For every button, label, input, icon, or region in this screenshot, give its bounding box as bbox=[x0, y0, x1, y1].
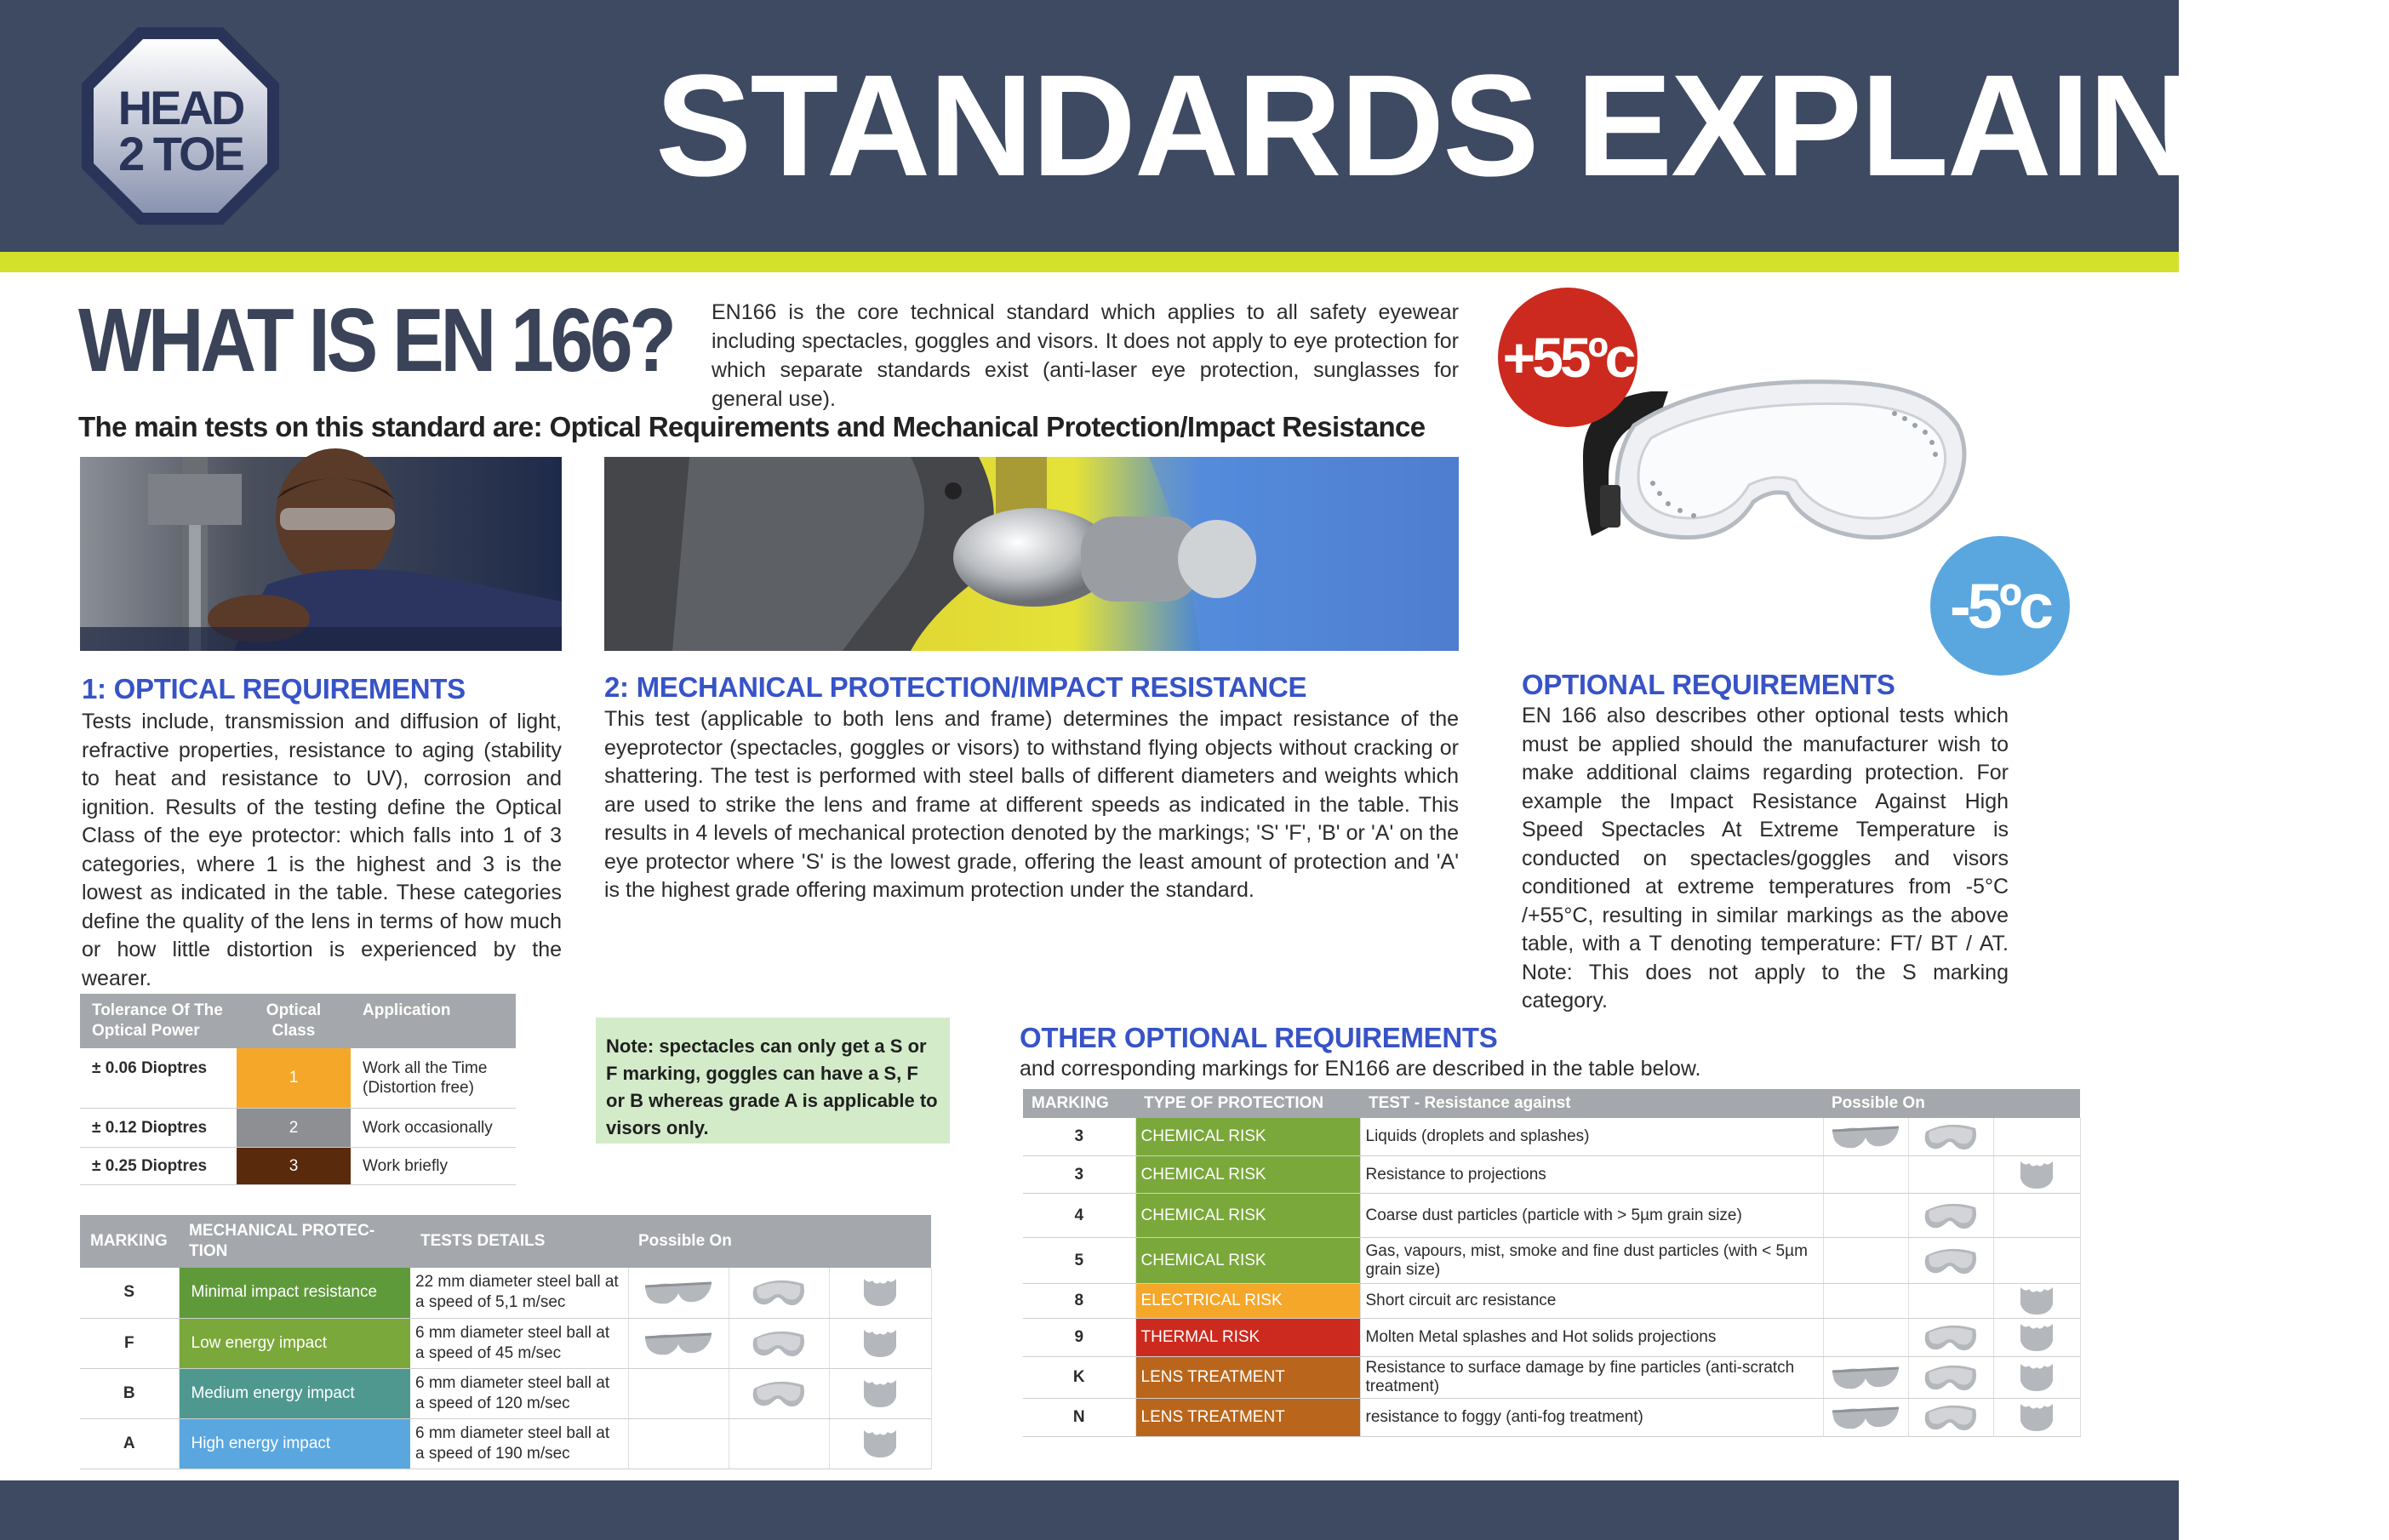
column-header: Application bbox=[351, 994, 516, 1048]
table-row bbox=[1023, 1194, 2080, 1238]
column-header: TEST - Resistance against bbox=[1360, 1089, 1823, 1118]
protection-type-cell: CHEMICAL RISK bbox=[1135, 1118, 1360, 1156]
test-cell: Molten Metal splashes and Hot solids projections bbox=[1360, 1319, 1823, 1357]
column-header: Optical Class bbox=[237, 994, 351, 1048]
protection-type-cell: LENS TREATMENT bbox=[1135, 1399, 1360, 1437]
possible-on-cell bbox=[1993, 1399, 2080, 1437]
table-row bbox=[80, 1048, 516, 1108]
marking-cell: N bbox=[1023, 1399, 1135, 1437]
page-title: STANDARDS EXPLAINED bbox=[655, 45, 2389, 207]
possible-on-cell bbox=[729, 1368, 829, 1418]
possible-on-cell bbox=[1908, 1156, 1993, 1194]
mechanical-protection-text: This test (applicable to both lens and frame) determines the impact resistance of the eyeprotector (spectacles, goggles or visors) to withstand flying objects without cracking or shattering. The test is performed with steel balls of different diameters and weights which are used to strike the lens and frame at different speeds as indicated in the table. This results in 4 levels of mechanical protection denoted by the markings; 'S' 'F', 'B' or 'A' on the eye protector where 'S' is the lowest grade, offering the least amount of protection and 'A' is the highest grade offering maximum protection under the standard. bbox=[604, 707, 1459, 902]
possible-on-cell bbox=[628, 1368, 729, 1418]
en166-heading: WHAT IS EN 166? bbox=[78, 290, 673, 391]
marking-cell: A bbox=[80, 1418, 179, 1469]
optional-requirements-heading: OPTIONAL REQUIREMENTS bbox=[1522, 669, 1895, 700]
test-cell: Resistance to surface damage by fine particles (anti-scratch treatment) bbox=[1360, 1357, 1823, 1399]
possible-on-cell bbox=[829, 1268, 931, 1318]
possible-on-cell bbox=[1823, 1284, 1908, 1319]
table-header-row bbox=[80, 994, 516, 1048]
main-tests-heading: The main tests on this standard are: Optical Requirements and Mechanical Protection/Impact Resistance bbox=[78, 411, 1426, 442]
possible-on-cell bbox=[829, 1318, 931, 1368]
application-cell: Work briefly bbox=[351, 1147, 516, 1184]
visor-icon bbox=[862, 1334, 898, 1352]
marking-cell: 9 bbox=[1023, 1319, 1135, 1357]
visor-icon bbox=[2019, 1328, 2055, 1346]
possible-on-cell bbox=[829, 1418, 931, 1469]
column-header: MARKING bbox=[80, 1215, 179, 1268]
details-cell: 22 mm diameter steel ball at a speed of 5,1 m/sec bbox=[410, 1268, 628, 1318]
goggles-icon bbox=[1923, 1127, 1979, 1145]
protection-cell: High energy impact bbox=[179, 1418, 410, 1469]
marking-cell: F bbox=[80, 1318, 179, 1368]
protection-type-cell: LENS TREATMENT bbox=[1135, 1357, 1360, 1399]
optical-requirements-text: Tests include, transmission and diffusion of light, refractive properties, resistance to aging (stability to heat and resistance to UV), corrosion and ignition. Results of the testing define the Optical Class of the eye protector: which falls into 1 of 3 categories, where 1 is the highest and 3 is the lowest as indicated in the table. These categories define the quality of the lens in terms of how much or how little distortion is experienced by the wearer. bbox=[82, 710, 562, 990]
possible-on-cell bbox=[1908, 1319, 1993, 1357]
details-cell: 6 mm diameter steel ball at a speed of 190 m/sec bbox=[410, 1418, 628, 1469]
marking-cell: 3 bbox=[1023, 1118, 1135, 1156]
table-row bbox=[1023, 1319, 2080, 1357]
spectacles-icon bbox=[1831, 1408, 1900, 1426]
test-cell: Gas, vapours, mist, smoke and fine dust particles (with < 5µm grain size) bbox=[1360, 1238, 1823, 1284]
table-row bbox=[1023, 1357, 2080, 1399]
class-cell: 3 bbox=[237, 1147, 351, 1184]
possible-on-cell bbox=[1993, 1194, 2080, 1238]
possible-on-cell bbox=[1908, 1357, 1993, 1399]
marking-cell: 8 bbox=[1023, 1284, 1135, 1319]
table-row bbox=[1023, 1156, 2080, 1194]
goggles-icon bbox=[1923, 1252, 1979, 1269]
hot-temperature-badge: +55ºc bbox=[1498, 288, 1637, 427]
visor-icon bbox=[2019, 1166, 2055, 1184]
application-cell: Work occasionally bbox=[351, 1108, 516, 1147]
safety-goggles-image bbox=[1575, 366, 1983, 562]
possible-on-cell bbox=[1993, 1156, 2080, 1194]
possible-on-cell bbox=[628, 1268, 729, 1318]
logo-line1: HEAD bbox=[117, 81, 243, 134]
possible-on-cell bbox=[729, 1418, 829, 1469]
table-row bbox=[1023, 1399, 2080, 1437]
goggles-icon bbox=[1923, 1368, 1979, 1386]
protection-type-cell: CHEMICAL RISK bbox=[1135, 1238, 1360, 1284]
details-cell: 6 mm diameter steel ball at a speed of 45 m/sec bbox=[410, 1318, 628, 1368]
mechanical-protection-heading: 2: MECHANICAL PROTECTION/IMPACT RESISTANCE bbox=[604, 671, 1307, 703]
visor-icon bbox=[862, 1434, 898, 1452]
column-header: MECHANICAL PROTEC-TION bbox=[179, 1215, 410, 1268]
goggles-icon bbox=[1923, 1206, 1979, 1224]
other-optional-subtext: and corresponding markings for EN166 are described in the table below. bbox=[1020, 1057, 1701, 1081]
goggles-icon bbox=[751, 1283, 807, 1301]
goggles-icon bbox=[1923, 1328, 1979, 1346]
test-cell: Resistance to projections bbox=[1360, 1156, 1823, 1194]
details-cell: 6 mm diameter steel ball at a speed of 120 m/sec bbox=[410, 1368, 628, 1418]
test-cell: Short circuit arc resistance bbox=[1360, 1284, 1823, 1319]
marking-cell: 5 bbox=[1023, 1238, 1135, 1284]
column-header: Possible On bbox=[1823, 1089, 2080, 1118]
table-row bbox=[80, 1318, 931, 1368]
head2toe-logo bbox=[78, 24, 283, 228]
possible-on-cell bbox=[1993, 1118, 2080, 1156]
possible-on-cell bbox=[1823, 1319, 1908, 1357]
tolerance-cell: ± 0.12 Dioptres bbox=[80, 1108, 237, 1147]
protection-cell: Medium energy impact bbox=[179, 1368, 410, 1418]
possible-on-cell bbox=[729, 1268, 829, 1318]
test-cell: Liquids (droplets and splashes) bbox=[1360, 1118, 1823, 1156]
goggles-icon bbox=[751, 1334, 807, 1352]
possible-on-cell bbox=[1993, 1319, 2080, 1357]
possible-on-cell bbox=[1823, 1194, 1908, 1238]
spectacles-icon bbox=[643, 1283, 713, 1301]
accent-stripe bbox=[0, 252, 2179, 272]
class-cell: 1 bbox=[237, 1048, 351, 1108]
marking-cell: B bbox=[80, 1368, 179, 1418]
possible-on-cell bbox=[1908, 1118, 1993, 1156]
marking-cell: 4 bbox=[1023, 1194, 1135, 1238]
table-row bbox=[1023, 1284, 2080, 1319]
possible-on-cell bbox=[1993, 1238, 2080, 1284]
possible-on-cell bbox=[1908, 1399, 1993, 1437]
spectacles-icon bbox=[643, 1334, 713, 1352]
protection-cell: Minimal impact resistance bbox=[179, 1268, 410, 1318]
optional-requirements-text: EN 166 also describes other optional tests which must be applied should the manufacturer wish to make additional claims regarding protection. For example the Impact Resistance Against High Speed Spectacles At Extreme Temperature is conducted on spectacles/goggles and visors conditioned at extreme temperatures from -5°C /+55°C, resulting in similar markings as the above table, with a T denoting temperature: FT/ BT / AT. Note: This does not apply to the S marking category. bbox=[1522, 704, 2009, 1012]
possible-on-cell bbox=[628, 1318, 729, 1368]
footer-bar bbox=[0, 1480, 2179, 1540]
protection-type-cell: THERMAL RISK bbox=[1135, 1319, 1360, 1357]
marking-cell: K bbox=[1023, 1357, 1135, 1399]
table-row bbox=[80, 1418, 931, 1469]
possible-on-cell bbox=[1908, 1194, 1993, 1238]
table-row bbox=[80, 1147, 516, 1184]
visor-icon bbox=[862, 1283, 898, 1301]
possible-on-cell bbox=[1823, 1118, 1908, 1156]
possible-on-cell bbox=[1908, 1284, 1993, 1319]
table-row bbox=[1023, 1238, 2080, 1284]
optical-requirements-heading: 1: OPTICAL REQUIREMENTS bbox=[82, 673, 466, 704]
possible-on-cell bbox=[1908, 1238, 1993, 1284]
application-cell: Work all the Time (Distortion free) bbox=[351, 1048, 516, 1108]
marking-cell: S bbox=[80, 1268, 179, 1318]
impact-test-photo bbox=[604, 457, 1459, 651]
possible-on-cell bbox=[1823, 1399, 1908, 1437]
visor-icon bbox=[2019, 1368, 2055, 1386]
possible-on-cell bbox=[1823, 1357, 1908, 1399]
possible-on-cell bbox=[1823, 1238, 1908, 1284]
visor-icon bbox=[862, 1384, 898, 1402]
table-header-row bbox=[80, 1215, 931, 1268]
column-header: TYPE OF PROTECTION bbox=[1135, 1089, 1360, 1118]
note-box: Note: spectacles can only get a S or F marking, goggles can have a S, F or B whereas grade A is applicable to visors only. bbox=[596, 1018, 950, 1144]
visor-icon bbox=[2019, 1292, 2055, 1309]
possible-on-cell bbox=[729, 1318, 829, 1368]
visor-icon bbox=[2019, 1408, 2055, 1426]
intro-paragraph: EN166 is the core technical standard which applies to all safety eyewear including spectacles, goggles and visors. It does not apply to eye protection for which separate standards exist (anti-laser eye protection, sunglasses for general use). bbox=[712, 300, 1459, 411]
other-optional-table bbox=[1023, 1089, 2081, 1437]
marking-cell: 3 bbox=[1023, 1156, 1135, 1194]
spectacles-icon bbox=[1831, 1368, 1900, 1386]
protection-type-cell: CHEMICAL RISK bbox=[1135, 1194, 1360, 1238]
optical-class-table bbox=[80, 994, 516, 1185]
table-row bbox=[80, 1108, 516, 1147]
column-header: MARKING bbox=[1023, 1089, 1135, 1118]
column-header: Tolerance Of The Optical Power bbox=[80, 994, 237, 1048]
protection-type-cell: CHEMICAL RISK bbox=[1135, 1156, 1360, 1194]
worker-photo bbox=[80, 457, 562, 651]
possible-on-cell bbox=[1993, 1284, 2080, 1319]
class-cell: 2 bbox=[237, 1108, 351, 1147]
other-optional-heading: OTHER OPTIONAL REQUIREMENTS bbox=[1020, 1022, 1498, 1053]
protection-type-cell: ELECTRICAL RISK bbox=[1135, 1284, 1360, 1319]
mechanical-protection-table bbox=[80, 1215, 932, 1469]
column-header: Possible On bbox=[628, 1215, 931, 1268]
table-row bbox=[1023, 1118, 2080, 1156]
goggles-icon bbox=[751, 1384, 807, 1402]
tolerance-cell: ± 0.25 Dioptres bbox=[80, 1147, 237, 1184]
test-cell: Coarse dust particles (particle with > 5µm grain size) bbox=[1360, 1194, 1823, 1238]
protection-cell: Low energy impact bbox=[179, 1318, 410, 1368]
possible-on-cell bbox=[1993, 1357, 2080, 1399]
tolerance-cell: ± 0.06 Dioptres bbox=[80, 1048, 237, 1108]
logo-line2: 2 TOE bbox=[118, 127, 243, 180]
test-cell: resistance to foggy (anti-fog treatment) bbox=[1360, 1399, 1823, 1437]
table-row bbox=[80, 1268, 931, 1318]
possible-on-cell bbox=[1823, 1156, 1908, 1194]
possible-on-cell bbox=[829, 1368, 931, 1418]
table-row bbox=[80, 1368, 931, 1418]
column-header: TESTS DETAILS bbox=[410, 1215, 628, 1268]
cold-temperature-badge: -5ºc bbox=[1930, 536, 2070, 676]
goggles-icon bbox=[1923, 1408, 1979, 1426]
possible-on-cell bbox=[628, 1418, 729, 1469]
table-header-row bbox=[1023, 1089, 2080, 1118]
spectacles-icon bbox=[1831, 1127, 1900, 1145]
